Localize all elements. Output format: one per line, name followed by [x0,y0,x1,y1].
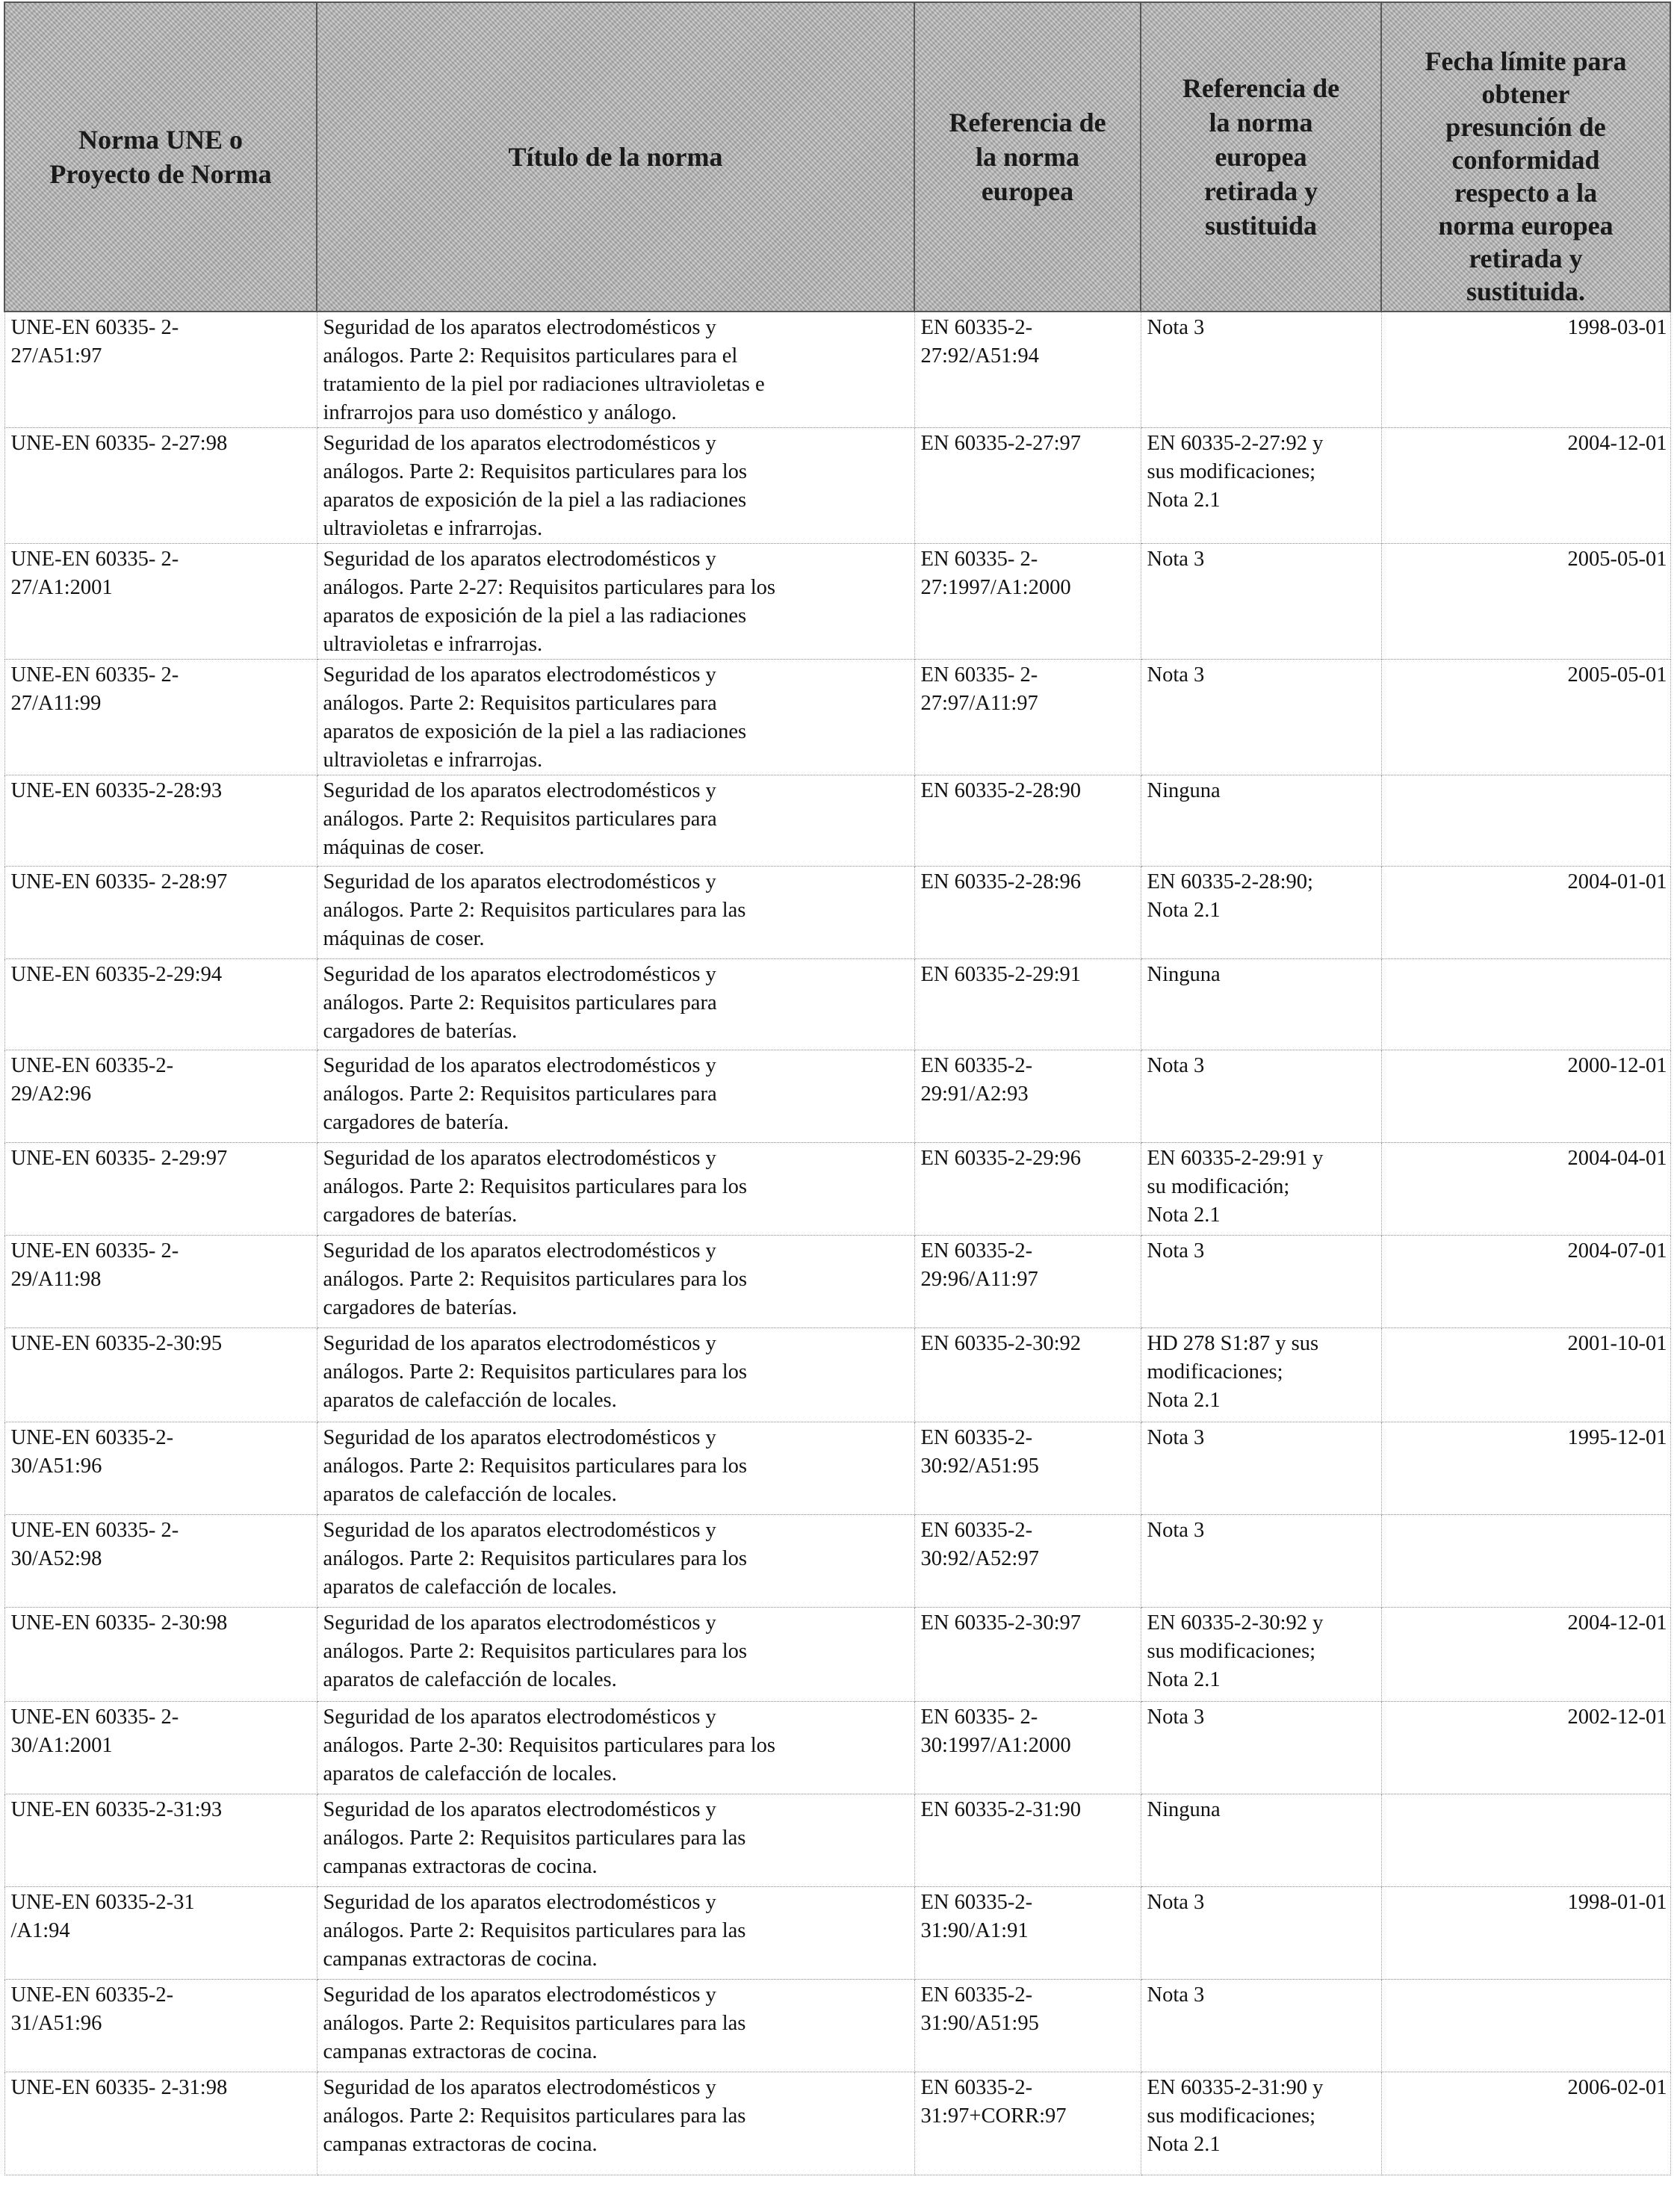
cell-retirada: EN 60335-2-29:91 y su modificación; Nota 2.1 [1141,1143,1381,1236]
cell-fecha: 2002-12-01 [1381,1702,1670,1794]
cell-titulo: Seguridad de los aparatos electrodomésticos y análogos. Parte 2: Requisitos particulares para aparatos de exposición de la piel a las radiaciones ultravioletas e infrarrojas. [317,660,914,775]
cell-referencia: EN 60335-2- 31:90/A1:91 [914,1887,1141,1980]
cell-fecha: 1995-12-01 [1381,1422,1670,1515]
table-row [4,1143,1670,1236]
table-row [4,544,1670,660]
cell-norma: UNE-EN 60335-2-28:93 [4,775,317,867]
cell-retirada: EN 60335-2-27:92 y sus modificaciones; Nota 2.1 [1141,428,1381,544]
cell-titulo: Seguridad de los aparatos electrodomésticos y análogos. Parte 2: Requisitos particulares para los aparatos de calefacción de locales. [317,1422,914,1515]
table-body [4,312,1670,2175]
cell-referencia: EN 60335-2- 31:97+CORR:97 [914,2072,1141,2175]
table-row [4,1328,1670,1422]
cell-fecha: 2004-12-01 [1381,1608,1670,1702]
header-retirada: Referencia de la norma europea retirada y sustituida [1141,2,1381,312]
cell-titulo: Seguridad de los aparatos electrodomésticos y análogos. Parte 2: Requisitos particulares para las máquinas de coser. [317,867,914,959]
cell-titulo: Seguridad de los aparatos electrodomésticos y análogos. Parte 2: Requisitos particulares para las campanas extractoras de cocina. [317,1794,914,1887]
cell-fecha: 2004-04-01 [1381,1143,1670,1236]
table-row [4,1515,1670,1608]
cell-norma: UNE-EN 60335-2-30:95 [4,1328,317,1422]
cell-referencia: EN 60335-2-28:90 [914,775,1141,867]
header-row [4,2,1670,312]
cell-norma: UNE-EN 60335- 2- 27/A1:2001 [4,544,317,660]
cell-norma: UNE-EN 60335- 2-28:97 [4,867,317,959]
cell-retirada: EN 60335-2-31:90 y sus modificaciones; Nota 2.1 [1141,2072,1381,2175]
cell-retirada: EN 60335-2-28:90; Nota 2.1 [1141,867,1381,959]
cell-referencia: EN 60335-2- 27:92/A51:94 [914,312,1141,428]
table-row [4,2072,1670,2175]
cell-titulo: Seguridad de los aparatos electrodomésticos y análogos. Parte 2: Requisitos particulares para los aparatos de exposición de la piel a las radiaciones ultravioletas e infrarrojas. [317,428,914,544]
cell-titulo: Seguridad de los aparatos electrodomésticos y análogos. Parte 2: Requisitos particulares para cargadores de batería. [317,1050,914,1143]
cell-referencia: EN 60335-2-27:97 [914,428,1141,544]
cell-referencia: EN 60335-2-30:92 [914,1328,1141,1422]
table-header [4,2,1670,312]
cell-referencia: EN 60335- 2- 27:1997/A1:2000 [914,544,1141,660]
cell-retirada: Nota 3 [1141,1050,1381,1143]
cell-titulo: Seguridad de los aparatos electrodomésticos y análogos. Parte 2: Requisitos particulares para el tratamiento de la piel por radiaciones ultravioletas e infrarrojos para uso doméstico y análogo. [317,312,914,428]
cell-norma: UNE-EN 60335- 2-31:98 [4,2072,317,2175]
table-row [4,959,1670,1050]
cell-retirada: Nota 3 [1141,1702,1381,1794]
table-row [4,428,1670,544]
document-page [4,1,1670,2175]
header-referencia: Referencia de la norma europea [914,2,1141,312]
header-fecha-limite: Fecha límite para obtener presunción de conformidad respecto a la norma europea retirada y sustituida. [1381,2,1670,312]
table-row [4,1422,1670,1515]
cell-norma: UNE-EN 60335- 2-27:98 [4,428,317,544]
cell-fecha: 2000-12-01 [1381,1050,1670,1143]
cell-referencia: EN 60335-2- 29:96/A11:97 [914,1236,1141,1328]
cell-titulo: Seguridad de los aparatos electrodomésticos y análogos. Parte 2: Requisitos particulares para las campanas extractoras de cocina. [317,2072,914,2175]
cell-referencia: EN 60335-2-28:96 [914,867,1141,959]
cell-fecha: 2004-12-01 [1381,428,1670,544]
cell-titulo: Seguridad de los aparatos electrodomésticos y análogos. Parte 2: Requisitos particulares para cargadores de baterías. [317,959,914,1050]
cell-retirada: Ninguna [1141,959,1381,1050]
cell-referencia: EN 60335-2-31:90 [914,1794,1141,1887]
cell-referencia: EN 60335-2- 31:90/A51:95 [914,1980,1141,2072]
table-row [4,1236,1670,1328]
cell-norma: UNE-EN 60335- 2- 30/A52:98 [4,1515,317,1608]
cell-retirada: Nota 3 [1141,1980,1381,2072]
cell-titulo: Seguridad de los aparatos electrodomésticos y análogos. Parte 2: Requisitos particulares para máquinas de coser. [317,775,914,867]
cell-referencia: EN 60335- 2- 30:1997/A1:2000 [914,1702,1141,1794]
cell-norma: UNE-EN 60335-2-31 /A1:94 [4,1887,317,1980]
cell-retirada: Nota 3 [1141,660,1381,775]
cell-titulo: Seguridad de los aparatos electrodomésticos y análogos. Parte 2: Requisitos particulares para los aparatos de calefacción de locales. [317,1515,914,1608]
cell-retirada: Nota 3 [1141,1236,1381,1328]
cell-referencia: EN 60335-2- 30:92/A51:95 [914,1422,1141,1515]
cell-fecha: 2004-01-01 [1381,867,1670,959]
norms-table [4,1,1671,2175]
cell-fecha [1381,1515,1670,1608]
cell-referencia: EN 60335-2- 29:91/A2:93 [914,1050,1141,1143]
table-row [4,775,1670,867]
cell-referencia: EN 60335-2-30:97 [914,1608,1141,1702]
cell-fecha: 2005-05-01 [1381,544,1670,660]
cell-retirada: Nota 3 [1141,1887,1381,1980]
cell-referencia: EN 60335-2- 30:92/A52:97 [914,1515,1141,1608]
cell-fecha: 2001-10-01 [1381,1328,1670,1422]
cell-fecha: 2005-05-01 [1381,660,1670,775]
table-row [4,660,1670,775]
cell-norma: UNE-EN 60335-2-29:94 [4,959,317,1050]
cell-titulo: Seguridad de los aparatos electrodomésticos y análogos. Parte 2: Requisitos particulares para los cargadores de baterías. [317,1143,914,1236]
cell-norma: UNE-EN 60335- 2- 30/A1:2001 [4,1702,317,1794]
cell-retirada: Nota 3 [1141,544,1381,660]
cell-retirada: Nota 3 [1141,312,1381,428]
cell-fecha [1381,1794,1670,1887]
cell-fecha: 2006-02-01 [1381,2072,1670,2175]
cell-retirada: Nota 3 [1141,1515,1381,1608]
cell-referencia: EN 60335-2-29:96 [914,1143,1141,1236]
cell-fecha: 1998-03-01 [1381,312,1670,428]
cell-fecha: 1998-01-01 [1381,1887,1670,1980]
cell-norma: UNE-EN 60335-2- 30/A51:96 [4,1422,317,1515]
cell-retirada: Ninguna [1141,775,1381,867]
cell-norma: UNE-EN 60335-2- 31/A51:96 [4,1980,317,2072]
cell-titulo: Seguridad de los aparatos electrodomésticos y análogos. Parte 2: Requisitos particulares para los aparatos de calefacción de locales. [317,1608,914,1702]
cell-norma: UNE-EN 60335- 2-30:98 [4,1608,317,1702]
cell-referencia: EN 60335- 2- 27:97/A11:97 [914,660,1141,775]
cell-referencia: EN 60335-2-29:91 [914,959,1141,1050]
cell-norma: UNE-EN 60335- 2- 29/A11:98 [4,1236,317,1328]
cell-titulo: Seguridad de los aparatos electrodomésticos y análogos. Parte 2: Requisitos particulares para los cargadores de baterías. [317,1236,914,1328]
header-norma-une: Norma UNE o Proyecto de Norma [4,2,317,312]
cell-fecha [1381,775,1670,867]
cell-fecha [1381,959,1670,1050]
table-row [4,1887,1670,1980]
cell-norma: UNE-EN 60335- 2- 27/A51:97 [4,312,317,428]
cell-retirada: HD 278 S1:87 y sus modificaciones; Nota 2.1 [1141,1328,1381,1422]
cell-fecha [1381,1980,1670,2072]
cell-titulo: Seguridad de los aparatos electrodomésticos y análogos. Parte 2-27: Requisitos particulares para los aparatos de exposición de la piel a las radiaciones ultravioletas e infrarrojas. [317,544,914,660]
cell-titulo: Seguridad de los aparatos electrodomésticos y análogos. Parte 2: Requisitos particulares para las campanas extractoras de cocina. [317,1887,914,1980]
cell-norma: UNE-EN 60335- 2- 27/A11:99 [4,660,317,775]
table-row [4,867,1670,959]
cell-retirada: EN 60335-2-30:92 y sus modificaciones; Nota 2.1 [1141,1608,1381,1702]
cell-norma: UNE-EN 60335- 2-29:97 [4,1143,317,1236]
cell-titulo: Seguridad de los aparatos electrodomésticos y análogos. Parte 2-30: Requisitos particulares para los aparatos de calefacción de locales. [317,1702,914,1794]
cell-norma: UNE-EN 60335-2- 29/A2:96 [4,1050,317,1143]
cell-titulo: Seguridad de los aparatos electrodomésticos y análogos. Parte 2: Requisitos particulares para los aparatos de calefacción de locales. [317,1328,914,1422]
table-row [4,1050,1670,1143]
table-row [4,1608,1670,1702]
table-row [4,1794,1670,1887]
cell-retirada: Nota 3 [1141,1422,1381,1515]
cell-titulo: Seguridad de los aparatos electrodomésticos y análogos. Parte 2: Requisitos particulares para las campanas extractoras de cocina. [317,1980,914,2072]
cell-norma: UNE-EN 60335-2-31:93 [4,1794,317,1887]
cell-fecha: 2004-07-01 [1381,1236,1670,1328]
header-titulo: Título de la norma [317,2,914,312]
table-row [4,1702,1670,1794]
cell-retirada: Ninguna [1141,1794,1381,1887]
table-row [4,312,1670,428]
table-row [4,1980,1670,2072]
